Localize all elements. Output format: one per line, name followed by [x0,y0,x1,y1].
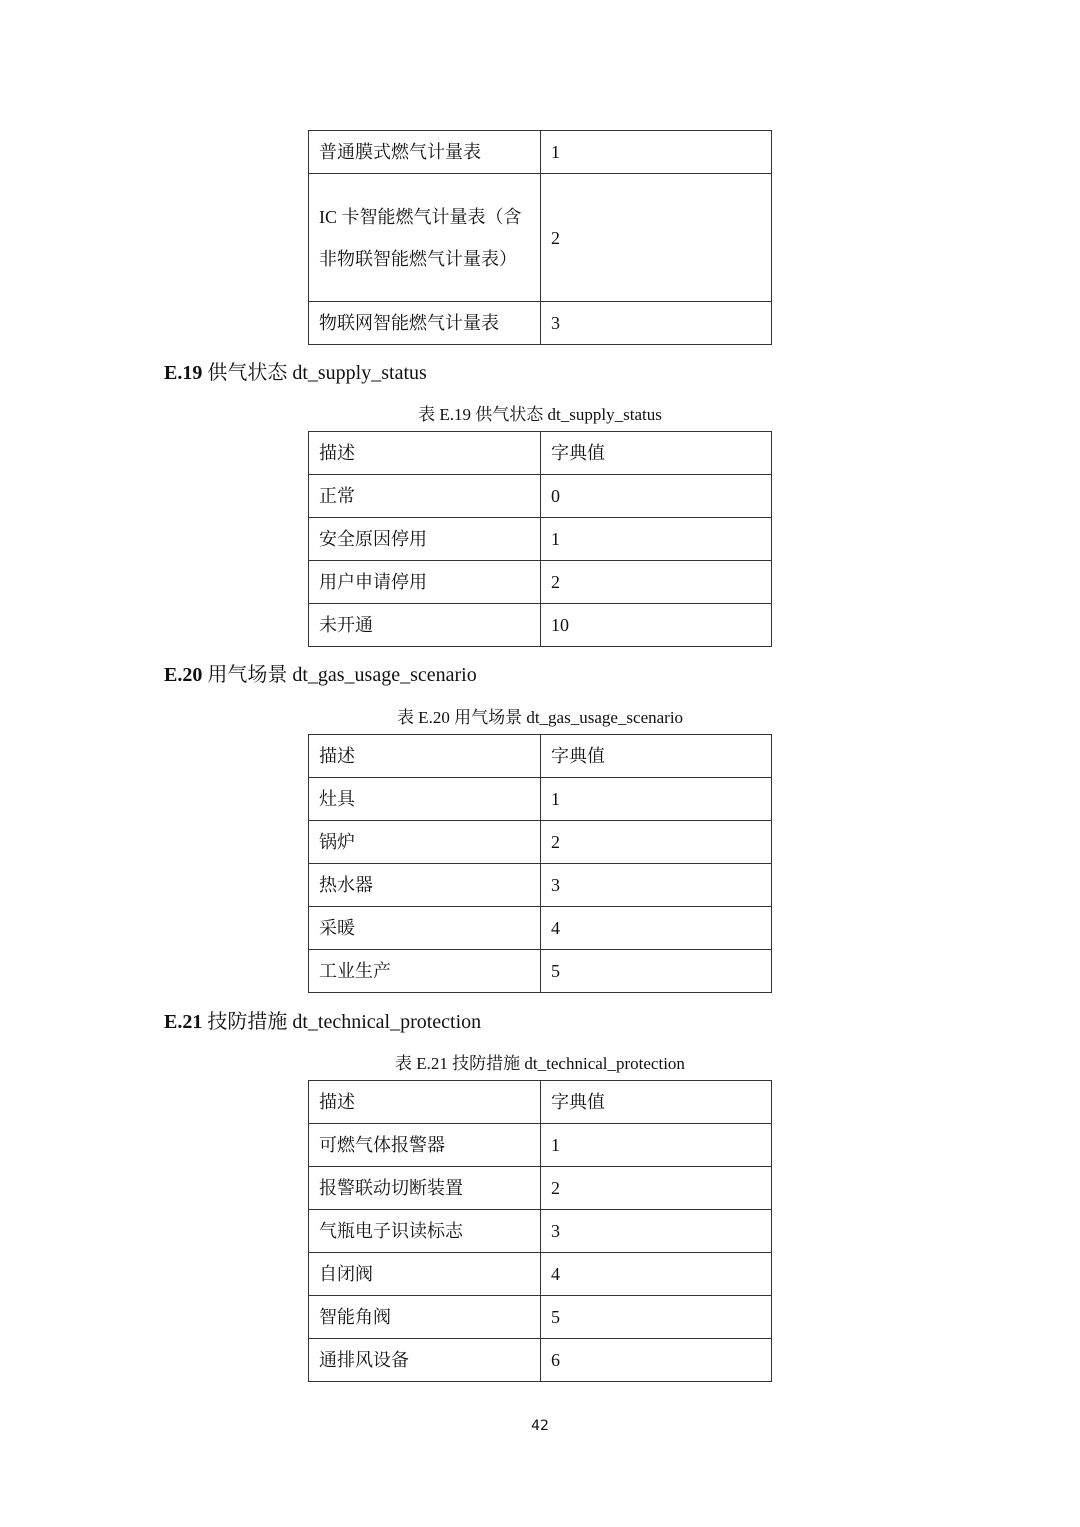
cell-description: IC 卡智能燃气计量表（含非物联智能燃气计量表） [309,174,541,302]
cell-value: 3 [541,302,772,345]
cell-description: 采暖 [309,907,541,950]
cell-description: 安全原因停用 [309,518,541,561]
section-number: E.19 [164,362,203,384]
cell-description: 普通膜式燃气计量表 [309,131,541,174]
table-e18-continued [308,130,772,345]
cell-description: 报警联动切断装置 [309,1167,541,1210]
section-title: 用气场景 dt_gas_usage_scenario [207,664,477,686]
cell-value: 4 [541,907,772,950]
table-row [309,518,772,561]
cell-description: 物联网智能燃气计量表 [309,302,541,345]
cell-value: 6 [541,1339,772,1382]
table-row [309,1296,772,1339]
table-row [309,475,772,518]
cell-description: 智能角阀 [309,1296,541,1339]
table-row [309,302,772,345]
cell-value: 3 [541,1210,772,1253]
cell-description: 描述 [309,1081,541,1124]
cell-description: 灶具 [309,778,541,821]
cell-value: 2 [541,1167,772,1210]
cell-description: 正常 [309,475,541,518]
section-title: 技防措施 dt_technical_protection [207,1011,482,1033]
section-heading-e20 [164,658,477,687]
table-e21 [308,1080,772,1382]
page-number: 42 [531,1418,549,1434]
cell-value: 3 [541,864,772,907]
cell-value: 10 [541,604,772,647]
table-row [309,907,772,950]
section-heading-e21 [164,1005,481,1034]
cell-description: 描述 [309,735,541,778]
cell-description: 未开通 [309,604,541,647]
table-row [309,561,772,604]
table-row [309,735,772,778]
table-row [309,1124,772,1167]
table-row [309,432,772,475]
cell-value: 4 [541,1253,772,1296]
table-row [309,1081,772,1124]
cell-value: 2 [541,174,772,302]
cell-description: 热水器 [309,864,541,907]
table-row [309,1210,772,1253]
cell-value: 2 [541,561,772,604]
table-e20 [308,734,772,993]
cell-value: 5 [541,950,772,993]
table-row [309,604,772,647]
cell-value: 5 [541,1296,772,1339]
cell-description: 通排风设备 [309,1339,541,1382]
table-caption-e20: 表 E.20 用气场景 dt_gas_usage_scenario [396,708,684,727]
cell-description: 气瓶电子识读标志 [309,1210,541,1253]
cell-value: 2 [541,821,772,864]
cell-description: 锅炉 [309,821,541,864]
section-heading-e19 [164,356,427,385]
table-row [309,778,772,821]
cell-value: 1 [541,778,772,821]
cell-value: 1 [541,131,772,174]
table-row [309,174,772,302]
cell-value: 字典值 [541,1081,772,1124]
table-row [309,1339,772,1382]
cell-value: 0 [541,475,772,518]
table-row [309,864,772,907]
table-row [309,1253,772,1296]
section-title: 供气状态 dt_supply_status [207,362,427,384]
table-row [309,131,772,174]
cell-description: 描述 [309,432,541,475]
cell-value: 字典值 [541,735,772,778]
section-number: E.21 [164,1011,203,1033]
cell-description: 工业生产 [309,950,541,993]
cell-value: 1 [541,1124,772,1167]
table-row [309,821,772,864]
table-e19 [308,431,772,647]
table-row [309,1167,772,1210]
cell-description: 可燃气体报警器 [309,1124,541,1167]
cell-description: 用户申请停用 [309,561,541,604]
section-number: E.20 [164,664,203,686]
cell-value: 1 [541,518,772,561]
table-caption-e21: 表 E.21 技防措施 dt_technical_protection [395,1054,685,1073]
cell-description: 自闭阀 [309,1253,541,1296]
table-row [309,950,772,993]
table-caption-e19: 表 E.19 供气状态 dt_supply_status [418,405,662,424]
cell-value: 字典值 [541,432,772,475]
